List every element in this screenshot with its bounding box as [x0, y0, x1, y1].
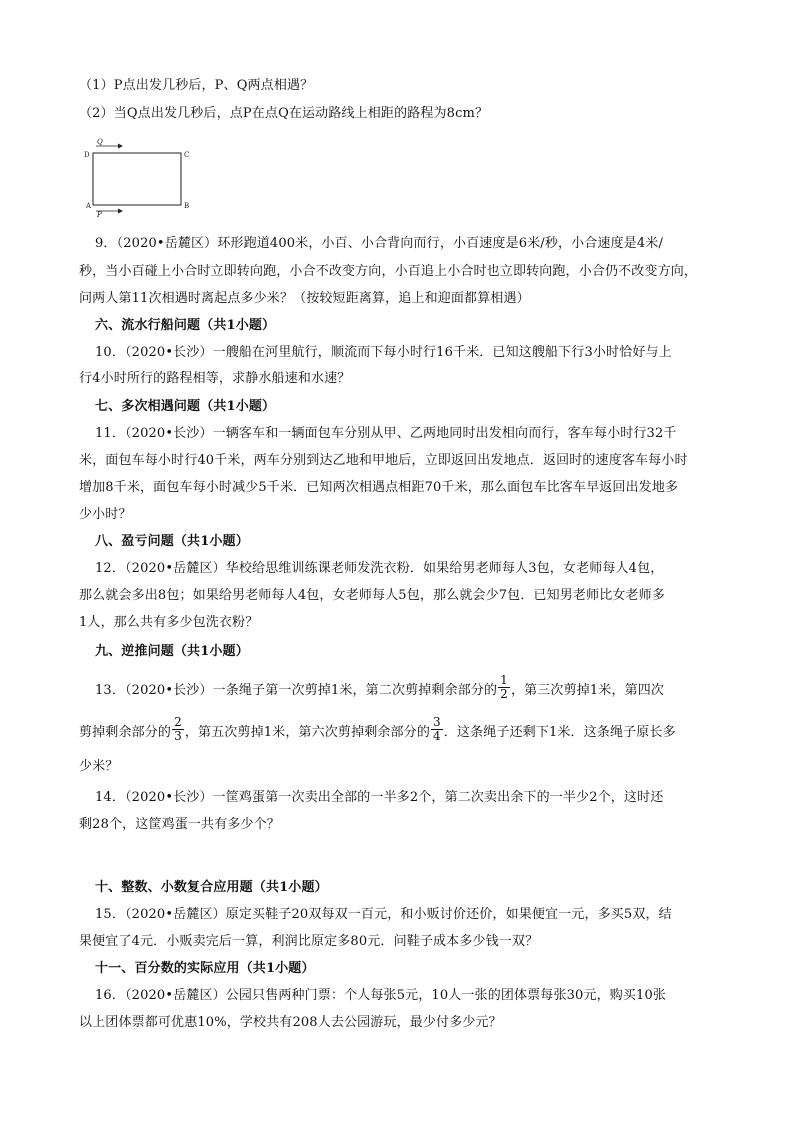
label-b: B [184, 202, 190, 210]
question-8-part-1: （1）P点出发几秒后，P、Q两点相遇？ [79, 78, 314, 93]
question-13-text-2b: ，第五次剪掉1米，第六次剪掉剩余部分的 [184, 725, 430, 740]
question-11-line-2: 米，面包车每小时行40千米，两车分别到达乙地和甲地后，立即返回出发地点．返回时的速度客车每小时 [79, 453, 688, 468]
question-16-line-1: 16．（2020•岳麓区）公园只售两种门票：个人每张5元，10人一张的团体票每张30元，购买10张 [95, 988, 667, 1003]
question-13-line-1 [95, 673, 735, 704]
label-p: P [97, 211, 102, 217]
question-13-text-1a: 13．（2020•长沙）一条绳子第一次剪掉1米，第二次剪掉剩余部分的 [95, 683, 498, 698]
section-heading-10: 十、整数、小数复合应用题（共1小题） [95, 880, 328, 895]
question-12-line-3: 1人，那么共有多少包洗衣粉？ [79, 615, 259, 630]
question-12-line-1: 12．（2020•岳麓区）华校给思维训练课老师发洗衣粉．如果给男老师每人3包，女老师每人4包， [95, 561, 664, 576]
question-16-line-2: 以上团体票都可优惠10%，学校共有208人去公园游玩，最少付多少元？ [79, 1015, 502, 1030]
question-14-line-2: 剩28个，这筐鸡蛋一共有多少个？ [79, 817, 280, 832]
question-8-part-2: （2）当Q点出发几秒后，点P在点Q在运动路线上相距的路程为8cm？ [79, 106, 489, 121]
fraction-one-half: $\frac{1}{2}$ [500, 673, 508, 701]
question-13-text-2a: 剪掉剩余部分的 [79, 725, 172, 740]
question-10-line-2: 行4小时所行的路程相等，求静水船速和水速？ [79, 371, 351, 386]
section-heading-7: 七、多次相遇问题（共1小题） [95, 399, 276, 414]
question-9-line-2: 秒，当小百碰上小合时立即转向跑，小合不改变方向，小百追上小合时也立即转向跑，小合仍不改变方向， [79, 264, 698, 279]
label-d: D [84, 151, 90, 159]
question-11-line-1: 11．（2020•长沙）一辆客车和一辆面包车分别从甲、乙两地同时出发相向而行，客车每小时行32千 [95, 426, 677, 441]
question-13-line-2 [79, 715, 719, 746]
label-c: C [184, 151, 190, 159]
label-q: Q [97, 138, 103, 146]
section-heading-9: 九、逆推问题（共1小题） [95, 644, 249, 659]
section-heading-11: 十一、百分数的实际应用（共1小题） [95, 961, 315, 976]
question-9-line-1: 9．（2020•岳麓区）环形跑道400米，小百、小合背向而行，小百速度是6米/秒，小合速度是4米/ [95, 236, 663, 251]
question-13-line-3: 少米？ [79, 759, 119, 774]
fraction-two-thirds: $\frac{2}{3}$ [174, 715, 182, 743]
question-15-line-1: 15．（2020•岳麓区）原定买鞋子20双每双一百元，和小贩讨价还价，如果便宜一元，多买5双，结 [95, 907, 672, 922]
question-11-line-3: 增加8千米，面包车每小时减少5千米．已知两次相遇点相距70千米，那么面包车比客车早返回出发地多 [79, 480, 679, 495]
section-heading-8: 八、盈亏问题（共1小题） [95, 534, 249, 549]
label-a: A [86, 202, 92, 210]
question-10-line-1: 10．（2020•长沙）一艘船在河里航行，顺流而下每小时行16千米．已知这艘船下行3小时恰好与上 [95, 345, 672, 360]
fraction-three-quarters: $\frac{3}{4}$ [432, 715, 441, 743]
question-13-text-2c: ．这条绳子还剩下1米．这条绳子原长多 [443, 725, 676, 740]
rectangle-path-figure [84, 137, 204, 217]
question-15-line-2: 果便宜了4元．小贩卖完后一算，利润比原定多80元．问鞋子成本多少钱一双？ [79, 934, 539, 949]
question-12-line-2: 那么就会多出8包；如果给男老师每人4包，女老师每人5包，那么就会少7包．已知男老师比女老师多 [79, 588, 665, 603]
section-heading-6: 六、流水行船问题（共1小题） [95, 318, 276, 333]
question-13-text-1b: ，第三次剪掉1米，第四次 [510, 683, 665, 698]
question-11-line-4: 少小时？ [79, 507, 132, 522]
question-9-line-3: 问两人第11次相遇时离起点多少米？（按较短距离算，追上和迎面都算相遇） [79, 291, 530, 306]
question-14-line-1: 14．（2020•长沙）一筐鸡蛋第一次卖出全部的一半多2个，第二次卖出余下的一半少2个，这时还 [95, 790, 664, 805]
